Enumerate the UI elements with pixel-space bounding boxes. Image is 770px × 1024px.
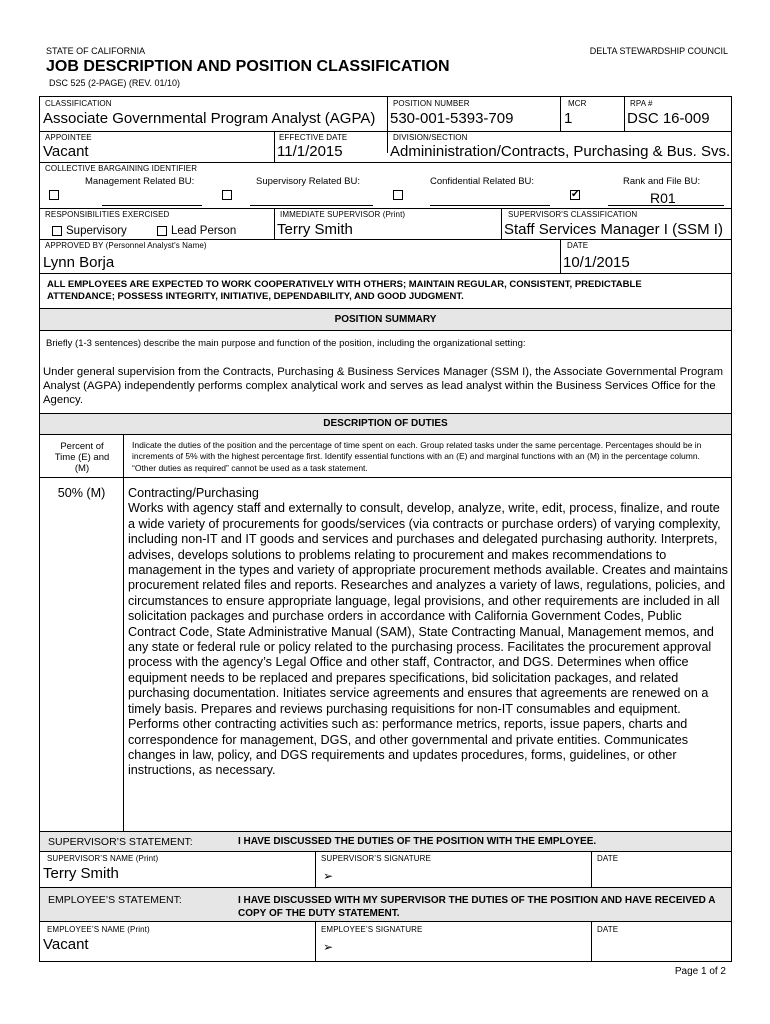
approved-by-field[interactable]: Lynn Borja	[43, 254, 115, 271]
management-bu-checkbox[interactable]	[49, 190, 59, 200]
agency-label: DELTA STEWARDSHIP COUNCIL	[589, 46, 728, 56]
employee-statement-label: EMPLOYEE’S STATEMENT:	[48, 894, 182, 906]
position-summary-heading: POSITION SUMMARY	[334, 314, 437, 325]
position-number-field[interactable]: 530-001-5393-709	[390, 110, 514, 127]
supervisory-bu-label: Supervisory Related BU:	[256, 176, 361, 187]
rank-file-bu-label: Rank and File BU:	[623, 176, 701, 187]
position-number-label: POSITION NUMBER	[393, 99, 470, 108]
position-summary-text[interactable]: Under general supervision from the Contracts, Purchasing & Business Services Manager (SSM I), the Associate Governmental Program Analyst (AGPA) independently performs complex analytical work and serves as lead analyst within the Business Services Office for the Agency.	[43, 366, 723, 406]
supervisor-statement-text: I HAVE DISCUSSED THE DUTIES OF THE POSITION WITH THE EMPLOYEE.	[238, 836, 597, 847]
division-label: DIVISION/SECTION	[393, 133, 468, 142]
supervisor-name-label: SUPERVISOR’S NAME (Print)	[47, 854, 159, 863]
division-field[interactable]: Admininistration/Contracts, Purchasing & Bus. Svs.	[390, 143, 731, 160]
percent-time-header: Percent of Time (E) and (M)	[54, 441, 110, 474]
employee-name-label: EMPLOYEE’S NAME (Print)	[47, 925, 150, 934]
supervisor-classification-field[interactable]: Staff Services Manager I (SSM I)	[504, 221, 723, 238]
mcr-label: MCR	[568, 99, 587, 108]
supervisory-checkbox[interactable]	[52, 226, 62, 236]
classification-field[interactable]: Associate Governmental Program Analyst (AGPA)	[43, 110, 376, 127]
page-title: JOB DESCRIPTION AND POSITION CLASSIFICATION	[46, 58, 450, 75]
duty-text: Works with agency staff and externally to consult, develop, analyze, write, edit, process, finalize, and route a wide variety of procurements for goods/services (via contracts or purchase orders) of varying complexity, including non-IT and IT goods and services and purchases and delegated purchasing authority. Interprets, advises, develops solutions to problems relating to procurement and makes recommendations to management in the types and variety of appropriate procurement methods available. Creates and maintains procurement related files and reports. Researches and analyzes a variety of laws, regulations, policies, and circumstances to ensure appropriate language, legal provisions, and other requirements are included in all solicitation packages and purchase orders in accordance with California Government Codes, Public Contract Code, State Administrative Manual (SAM), State Contracting Manual, Management memos, and any state or federal rule or policy related to the purchasing process. Facilitates the procurement approval process with the agency’s Legal Office and other staff, Contractor, and DGS. Determines when office equipment needs to be replaced and prepares specifications, bid solicitation packages, and related purchasing documentation. Initiates service agreements and ensures that agreements are renewed on a timely basis. Prepares and reviews purchasing requisitions for non-IT consumables and equipment. Performs other contracting activities such as: performance metrics, reports, issue papers, charts and correspondence for management, DGS, and other governmental and private entities. Communicates changes in law, policy, and DGS requirements and updates procedures, forms, guidelines, or other instructions, as necessary.	[128, 501, 728, 778]
supervisor-date-label: DATE	[597, 854, 619, 863]
effective-date-label: EFFECTIVE DATE	[279, 133, 348, 142]
supervisor-statement-label: SUPERVISOR’S STATEMENT:	[48, 836, 193, 848]
bargaining-label: COLLECTIVE BARGAINING IDENTIFIER	[45, 164, 198, 173]
rank-file-bu-value[interactable]: R01	[650, 190, 676, 206]
appointee-field[interactable]: Vacant	[43, 143, 89, 160]
appointee-label: APPOINTEE	[45, 133, 92, 142]
supervisory-bu-checkbox[interactable]	[222, 190, 232, 200]
supervisor-signature-label: SUPERVISOR’S SIGNATURE	[321, 854, 431, 863]
duties-instructions: Indicate the duties of the position and the percentage of time spent on each. Group related tasks under the same percentage. Percentages should be in increments of 5% with the highest percentage first. Identify essential functions with an (E) and marginal functions with an (M) in the percentage column. “Other duties as required” cannot be used as a task statement.	[132, 440, 702, 473]
classification-label: CLASSIFICATION	[45, 99, 112, 108]
lead-person-option-label: Lead Person	[171, 225, 237, 237]
employee-name-field[interactable]: Vacant	[43, 936, 89, 953]
rpa-field[interactable]: DSC 16-009	[627, 110, 710, 127]
job-description-form	[39, 96, 732, 962]
rpa-label: RPA #	[630, 99, 653, 108]
approval-date-label: DATE	[567, 241, 589, 250]
management-bu-label: Management Related BU:	[85, 176, 195, 187]
duty-item[interactable]	[128, 486, 728, 779]
responsibilities-label: RESPONSIBILITIES EXERCISED	[45, 210, 170, 219]
immediate-supervisor-label: IMMEDIATE SUPERVISOR (Print)	[280, 210, 406, 219]
duties-heading: DESCRIPTION OF DUTIES	[323, 418, 448, 429]
page-number: Page 1 of 2	[674, 966, 726, 977]
supervisory-option-label: Supervisory	[66, 225, 127, 237]
employee-date-label: DATE	[597, 925, 619, 934]
effective-date-field[interactable]: 11/1/2015	[277, 143, 343, 160]
immediate-supervisor-field[interactable]: Terry Smith	[277, 221, 353, 238]
mcr-field[interactable]: 1	[564, 110, 573, 127]
employee-expectations: ALL EMPLOYEES ARE EXPECTED TO WORK COOPERATIVELY WITH OTHERS; MAINTAIN REGULAR, CONSISTENT, PREDICTABLE ATTENDANCE; POSSESS INTEGRITY, INITIATIVE, DEPENDABILITY, AND GOOD JUDGMENT.	[47, 279, 642, 302]
duty-title: Contracting/Purchasing	[128, 486, 259, 500]
approval-date-field[interactable]: 10/1/2015	[563, 254, 630, 271]
employee-signature-label: EMPLOYEE’S SIGNATURE	[321, 925, 423, 934]
supervisor-name-field[interactable]: Terry Smith	[43, 865, 119, 882]
form-id: DSC 525 (2-PAGE) (REV. 01/10)	[49, 78, 181, 88]
state-label: STATE OF CALIFORNIA	[46, 46, 146, 56]
approved-by-label: APPROVED BY (Personnel Analyst's Name)	[45, 241, 207, 250]
duty-percent[interactable]: 50% (M)	[57, 486, 106, 500]
employee-statement-text: I HAVE DISCUSSED WITH MY SUPERVISOR THE DUTIES OF THE POSITION AND HAVE RECEIVED A COPY OF THE DUTY STATEMENT.	[238, 895, 716, 919]
lead-person-checkbox[interactable]	[157, 226, 167, 236]
position-summary-prompt: Briefly (1-3 sentences) describe the main purpose and function of the position, including the organizational setting:	[46, 338, 526, 349]
supervisor-signature-field[interactable]: ➢	[323, 869, 334, 883]
supervisor-classification-label: SUPERVISOR'S CLASSIFICATION	[508, 210, 638, 219]
employee-signature-field[interactable]: ➢	[323, 940, 334, 954]
rank-file-bu-checkbox[interactable]: ✔	[571, 189, 580, 200]
confidential-bu-checkbox[interactable]	[393, 190, 403, 200]
confidential-bu-label: Confidential Related BU:	[430, 176, 535, 187]
